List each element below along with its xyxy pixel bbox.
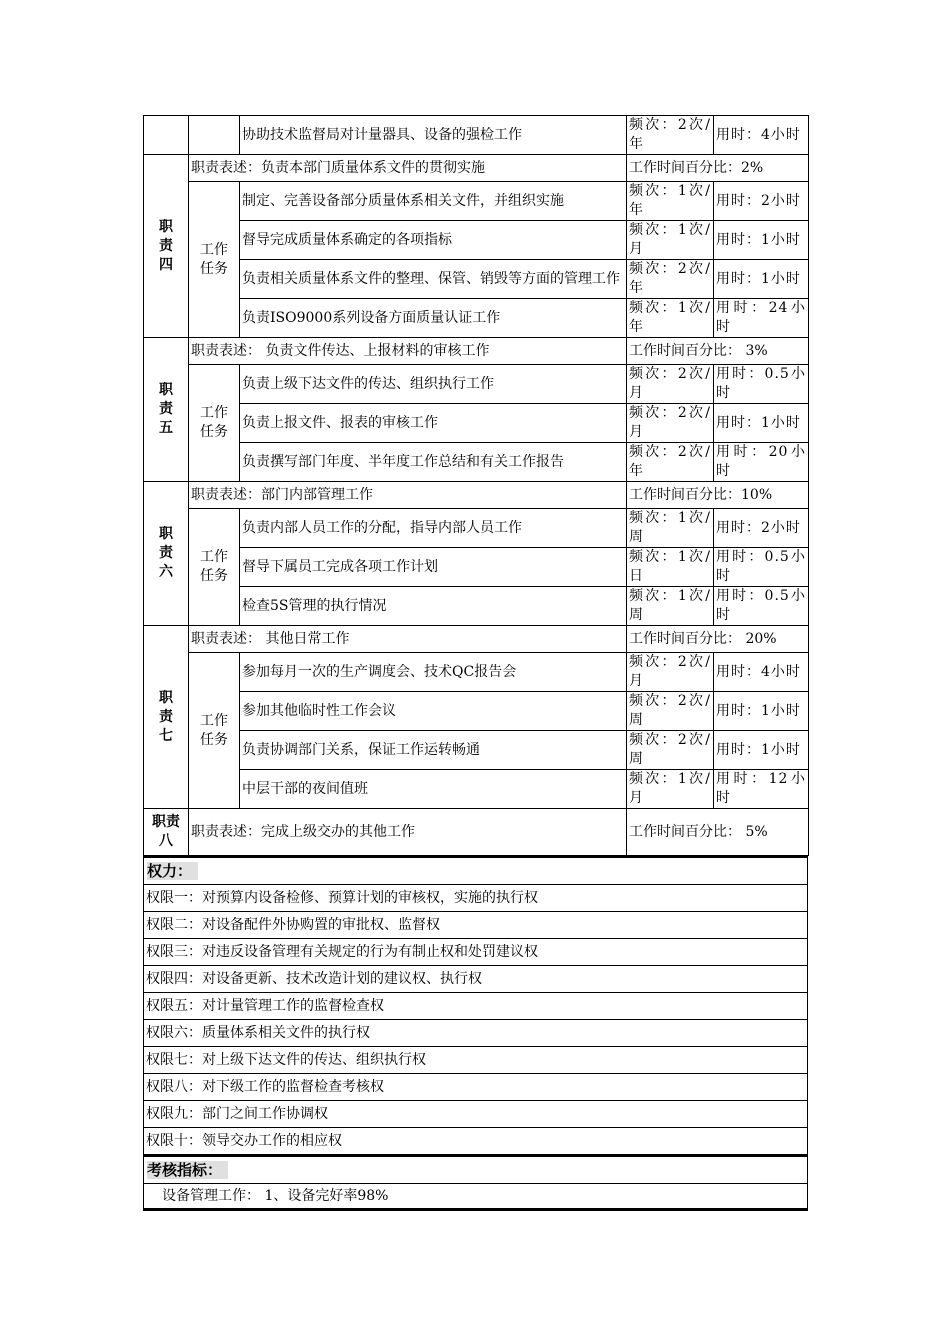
- task-description: 负责ISO9000系列设备方面质量认证工作: [240, 299, 627, 338]
- task-row: [144, 260, 809, 299]
- authority-item: 权限一：对预算内设备检修、预算计划的审核权，实施的执行权: [144, 885, 807, 912]
- time-percentage: 工作时间百分比：2%: [627, 155, 809, 182]
- task-frequency: 频次：2次/周: [627, 731, 714, 770]
- task-frequency: 频次：1次/周: [627, 587, 714, 626]
- task-label-cell: [189, 116, 240, 155]
- task-row: [144, 653, 809, 692]
- task-hours: 用时：20小时: [714, 443, 809, 482]
- task-row: [144, 587, 809, 626]
- task-description: 参加每月一次的生产调度会、技术QC报告会: [240, 653, 627, 692]
- duty-cell: [144, 116, 189, 155]
- kpi-section: [143, 1155, 808, 1211]
- task-label-text: 工作任务: [200, 241, 228, 277]
- time-percentage: 工作时间百分比： 20%: [627, 626, 809, 653]
- task-frequency: 频次：1次/周: [627, 509, 714, 548]
- task-label-text: 工作任务: [200, 549, 228, 584]
- task-label: [189, 653, 240, 809]
- duty-title: 职责八: [144, 809, 189, 856]
- authority-item: 权限五：对计量管理工作的监督检查权: [144, 993, 807, 1020]
- task-description: 参加其他临时性工作会议: [240, 692, 627, 731]
- kpi-heading: 考核指标：: [144, 1155, 807, 1184]
- task-frequency: 频次：1次/日: [627, 548, 714, 587]
- duty-statement-row: [144, 626, 809, 653]
- task-hours: 用时：12小时: [714, 770, 809, 809]
- task-hours: 用时：2小时: [714, 182, 809, 221]
- duty-statement-row: [144, 155, 809, 182]
- duty-statement-row: [144, 482, 809, 509]
- task-hours: 用时：1小时: [714, 692, 809, 731]
- task-row: [144, 404, 809, 443]
- duty-title: [144, 482, 189, 626]
- task-frequency: 频次：2次/年: [627, 443, 714, 482]
- duty-statement: 职责表述：部门内部管理工作: [189, 482, 627, 509]
- authority-heading: 权力：: [144, 856, 807, 885]
- task-row: [144, 692, 809, 731]
- duty-title: [144, 155, 189, 338]
- task-description: 督导下属员工完成各项工作计划: [240, 548, 627, 587]
- authority-item: 权限三：对违反设备管理有关规定的行为有制止权和处罚建议权: [144, 939, 807, 966]
- task-label: [189, 182, 240, 338]
- task-hours: 用时：2小时: [714, 509, 809, 548]
- task-frequency: 频次：1次/年: [627, 182, 714, 221]
- task-hours: 用时：0.5小时: [714, 365, 809, 404]
- authority-item: 权限十：领导交办工作的相应权: [146, 1133, 342, 1149]
- job-description-sheet: [143, 115, 808, 1211]
- task-row: [144, 182, 809, 221]
- task-frequency: 频次：2次/月: [627, 653, 714, 692]
- task-row: [144, 221, 809, 260]
- task-hours: 用时：1小时: [714, 404, 809, 443]
- task-frequency: 频次：1次/年: [627, 299, 714, 338]
- task-row: [144, 509, 809, 548]
- task-hours: 用时：1小时: [714, 260, 809, 299]
- duty-statement-row: [144, 809, 809, 856]
- task-description: 负责撰写部门年度、半年度工作总结和有关工作报告: [240, 443, 627, 482]
- task-hours: 用时：4小时: [714, 653, 809, 692]
- task-description: 督导完成质量体系确定的各项指标: [240, 221, 627, 260]
- task-row: [144, 770, 809, 809]
- task-description: 负责上级下达文件的传达、组织执行工作: [240, 365, 627, 404]
- task-description: 中层干部的夜间值班: [240, 770, 627, 809]
- authority-section: [143, 856, 808, 1155]
- kpi-item: 设备管理工作： 1、设备完好率98%: [144, 1184, 807, 1210]
- task-row: [144, 365, 809, 404]
- task-description: 负责相关质量体系文件的整理、保管、销毁等方面的管理工作: [240, 260, 627, 299]
- duty-title-text: 职责四: [159, 218, 173, 273]
- task-hours: 用时：0.5小时: [714, 548, 809, 587]
- task-label-text: 工作任务: [200, 405, 228, 440]
- task-hours: 用时：1小时: [714, 731, 809, 770]
- task-label: [189, 509, 240, 626]
- task-frequency: 频次：2次/年: [627, 116, 714, 155]
- task-frequency: 频次：1次/月: [627, 221, 714, 260]
- authority-item: 权限四：对设备更新、技术改造计划的建议权、执行权: [144, 966, 807, 993]
- task-description: 负责上报文件、报表的审核工作: [240, 404, 627, 443]
- task-row: [144, 731, 809, 770]
- authority-item: 权限二：对设备配件外协购置的审批权、监督权: [144, 912, 807, 939]
- task-hours: 用时：24小时: [714, 299, 809, 338]
- duty-statement-row: [144, 338, 809, 365]
- task-label-text: 工作任务: [200, 712, 228, 748]
- duty-statement: 职责表述：负责本部门质量体系文件的贯彻实施: [189, 155, 627, 182]
- task-frequency: 频次：2次/年: [627, 260, 714, 299]
- task-frequency: 频次：2次/月: [627, 365, 714, 404]
- task-label: [189, 365, 240, 482]
- duty-title: [144, 626, 189, 809]
- task-frequency: 频次：2次/月: [627, 404, 714, 443]
- task-frequency: 频次：2次/周: [627, 692, 714, 731]
- duty-statement: 职责表述： 其他日常工作: [189, 626, 627, 653]
- duty-statement: 职责表述： 负责文件传达、上报材料的审核工作: [189, 338, 627, 365]
- task-description: 制定、完善设备部分质量体系相关文件，并组织实施: [240, 182, 627, 221]
- task-hours: 用时：1小时: [714, 221, 809, 260]
- authority-item: 权限七：对上级下达文件的传达、组织执行权: [144, 1047, 807, 1074]
- task-description: 检查5S管理的执行情况: [240, 587, 627, 626]
- authority-item: 权限九：部门之间工作协调权: [144, 1101, 807, 1128]
- task-row: [144, 116, 809, 155]
- task-row: [144, 548, 809, 587]
- task-frequency: 频次：1次/月: [627, 770, 714, 809]
- task-description: 负责内部人员工作的分配，指导内部人员工作: [240, 509, 627, 548]
- task-row: [144, 443, 809, 482]
- task-description: 负责协调部门关系，保证工作运转畅通: [240, 731, 627, 770]
- duty-title-text: 职责六: [159, 526, 173, 580]
- duty-title-text: 职责七: [159, 689, 173, 744]
- time-percentage: 工作时间百分比： 5%: [627, 809, 809, 856]
- task-hours: 用时：0.5小时: [714, 587, 809, 626]
- authority-item: 权限六：质量体系相关文件的执行权: [144, 1020, 807, 1047]
- duty-statement: 职责表述：完成上级交办的其他工作: [189, 809, 627, 856]
- authority-item: 权限八：对下级工作的监督检查考核权: [144, 1074, 807, 1101]
- time-percentage: 工作时间百分比： 3%: [627, 338, 809, 365]
- time-percentage: 工作时间百分比：10%: [627, 482, 809, 509]
- duty-table: [143, 115, 809, 856]
- duty-title: [144, 338, 189, 482]
- task-row: [144, 299, 809, 338]
- task-description: 协助技术监督局对计量器具、设备的强检工作: [240, 116, 627, 155]
- task-hours: 用时：4小时: [714, 116, 809, 155]
- duty-title-text: 职责五: [159, 382, 173, 436]
